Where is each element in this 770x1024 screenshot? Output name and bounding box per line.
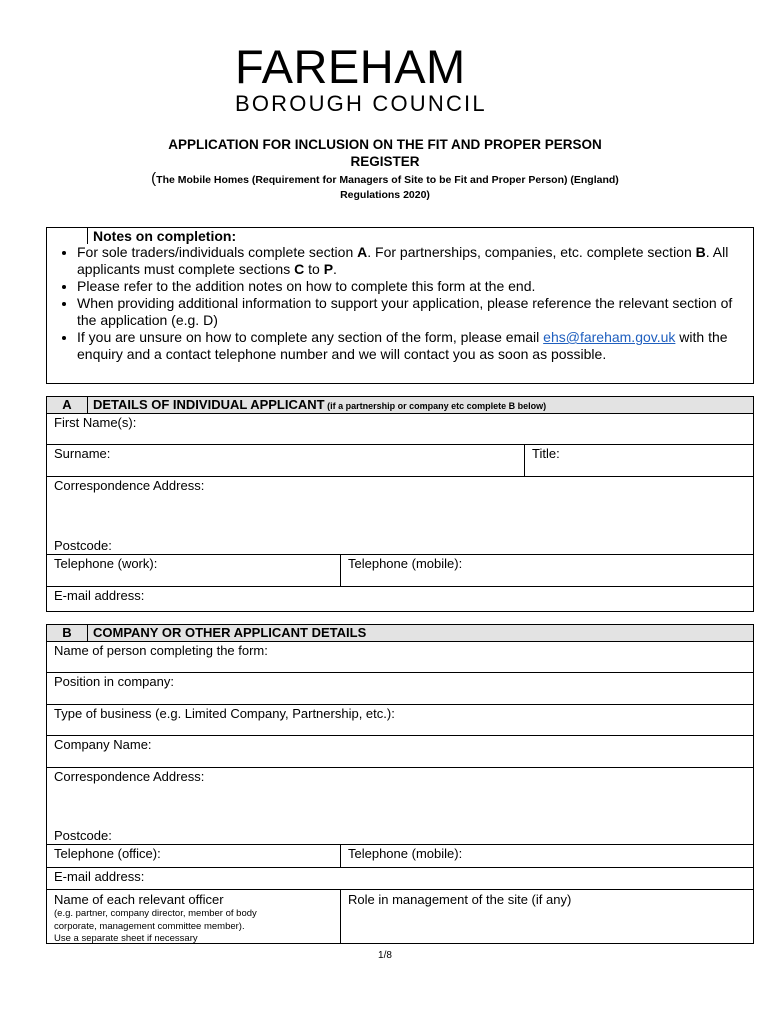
- officer-note: (e.g. partner, company director, member of body: [54, 908, 257, 919]
- section-a: [46, 396, 754, 612]
- business-type-field[interactable]: Type of business (e.g. Limited Company, Partnership, etc.):: [54, 706, 395, 721]
- company-address-row[interactable]: [47, 768, 753, 845]
- notes-header: [47, 228, 753, 244]
- tel-mobile-field[interactable]: Telephone (mobile):: [348, 556, 463, 571]
- notes-header-gap: [47, 228, 88, 244]
- section-a-note: (if a partnership or company etc complete B below): [324, 401, 547, 411]
- section-b-letter: B: [47, 625, 88, 641]
- logo-sub-text: BOROUGH COUNCIL: [235, 91, 487, 116]
- surname-row: [47, 445, 753, 477]
- email-link[interactable]: ehs@fareham.gov.uk: [543, 329, 676, 345]
- section-b-header: [47, 625, 753, 642]
- form-title-line1: APPLICATION FOR INCLUSION ON THE FIT AND PROPER PERSON: [168, 137, 602, 152]
- subtitle-line2: Regulations 2020): [340, 189, 430, 201]
- section-a-header: [47, 397, 753, 414]
- postcode-field[interactable]: Postcode:: [54, 538, 112, 553]
- tel-work-field[interactable]: Telephone (work):: [47, 555, 341, 586]
- company-postcode-field[interactable]: Postcode:: [54, 828, 112, 843]
- subtitle-paren: (: [151, 170, 157, 187]
- company-tel-mobile-field[interactable]: Telephone (mobile):: [348, 846, 463, 861]
- officer-row: [47, 890, 753, 944]
- form-title-line2: REGISTER: [350, 154, 420, 169]
- note-item: • When providing additional information to support your application, please reference the relevant section of the application (e.g. D): [77, 295, 753, 329]
- company-address-field[interactable]: Correspondence Address:: [54, 769, 205, 784]
- section-a-heading-text: DETAILS OF INDIVIDUAL APPLICANT: [93, 397, 325, 412]
- person-completing-field[interactable]: Name of person completing the form:: [54, 643, 268, 658]
- note-section-ref: B: [695, 244, 706, 260]
- note-text: with the enquiry and a contact telephone number and we will contact you as soon as possible.: [77, 329, 728, 362]
- council-logo: [235, 42, 535, 116]
- person-completing-row[interactable]: [47, 642, 753, 673]
- note-section-ref: A: [357, 244, 368, 260]
- note-text: For sole traders/individuals complete section: [77, 244, 358, 260]
- officer-label: Name of each relevant officer: [54, 892, 224, 907]
- notes-box: [46, 227, 754, 384]
- company-name-row[interactable]: [47, 736, 753, 768]
- note-item: [77, 244, 753, 278]
- page-number: 1/8: [378, 950, 392, 961]
- officer-field[interactable]: [47, 890, 341, 944]
- subtitle-line1: The Mobile Homes (Requirement for Managers of Site to be Fit and Proper Person) (England): [156, 174, 619, 186]
- section-b: [46, 624, 754, 944]
- note-text: . For partnerships, companies, etc. complete section: [367, 244, 696, 260]
- section-a-heading: [88, 397, 546, 413]
- section-b-heading: COMPANY OR OTHER APPLICANT DETAILS: [93, 625, 367, 640]
- tel-office-field[interactable]: Telephone (office):: [47, 845, 341, 867]
- notes-list: [47, 244, 753, 363]
- note-text: . All applicants must complete sections: [77, 244, 729, 277]
- email-field[interactable]: E-mail address:: [54, 588, 145, 603]
- officer-note: Use a separate sheet if necessary: [54, 933, 198, 944]
- company-name-field[interactable]: Company Name:: [54, 737, 152, 752]
- telephone-row: [47, 555, 753, 587]
- address-field[interactable]: Correspondence Address:: [54, 478, 205, 493]
- note-item: [77, 329, 753, 363]
- note-item: • Please refer to the addition notes on how to complete this form at the end.: [77, 278, 753, 295]
- business-type-row[interactable]: [47, 705, 753, 736]
- officer-note: corporate, management committee member).: [54, 920, 245, 932]
- role-field[interactable]: Role in management of the site (if any): [348, 892, 572, 907]
- surname-field[interactable]: Surname:: [47, 445, 525, 476]
- company-email-row[interactable]: [47, 868, 753, 890]
- address-row[interactable]: [47, 477, 753, 555]
- form-subtitle: [80, 171, 690, 203]
- title-field[interactable]: Title:: [532, 446, 560, 461]
- first-names-field[interactable]: First Name(s):: [54, 415, 137, 430]
- note-section-ref: C: [294, 261, 305, 277]
- note-text: If you are unsure on how to complete any section of the form, please email: [77, 329, 544, 345]
- note-text: to: [304, 261, 324, 277]
- position-field[interactable]: Position in company:: [54, 674, 174, 689]
- form-title: [80, 136, 690, 170]
- company-email-field[interactable]: E-mail address:: [54, 869, 145, 884]
- note-section-ref: P: [323, 261, 334, 277]
- section-a-letter: A: [47, 397, 88, 413]
- logo-main-text: FAREHAM: [235, 40, 466, 93]
- position-row[interactable]: [47, 673, 753, 705]
- notes-heading: Notes on completion:: [93, 228, 237, 244]
- company-telephone-row: [47, 845, 753, 868]
- first-names-row[interactable]: [47, 414, 753, 445]
- email-row[interactable]: [47, 587, 753, 613]
- note-text: .: [333, 261, 337, 277]
